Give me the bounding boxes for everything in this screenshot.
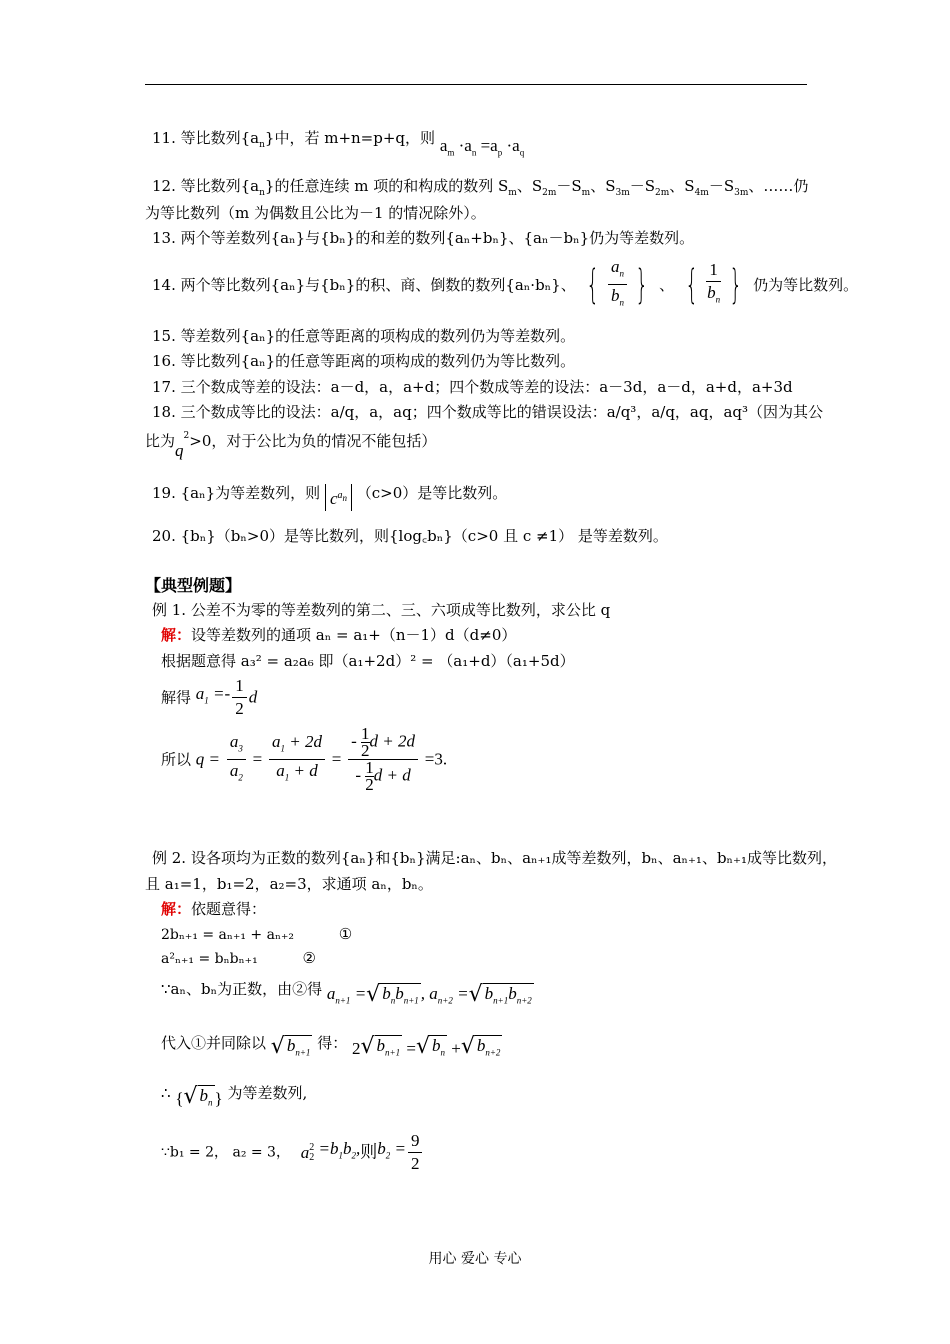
item-11: 11. 等比数列$\{a_n\}$中，若 m+n=p+q，则 $a_m \cdot a_n =a_p \cdot a_q$ bbox=[152, 129, 525, 158]
item-12-line2: 为等比数列（m 为偶数且公比为－1 的情况除外）。 bbox=[145, 204, 486, 222]
page-footer: 用心 爱心 专心 bbox=[428, 1251, 522, 1267]
example-2-step0: 解：依题意得： bbox=[161, 900, 267, 918]
example-2-step4: 代入①并同除以 √ $b_{n+1}$ 得： 2√ $b_{n+1}$ =√ $b_n$ +√ $b_{n+2}$ bbox=[161, 1034, 501, 1059]
example-1-step1: 解：设等差数列的通项 aₙ = a₁+（n－1）d（d≠0） bbox=[161, 626, 517, 644]
example-2-step3: ∵aₙ、bₙ为正数，由②得 $a_{n+1}$ =√ $b_nb_{n+1}$ , $a_{n+2}$ =√ $b_{n+1}b_{n+2}$ bbox=[161, 980, 532, 1007]
example-2-eq2: a²ₙ₊₁ = bₙbₙ₊₁ ② bbox=[161, 949, 316, 967]
example-1-step3: 解得 $a_1$ =- $\frac{1}{2}$ d bbox=[161, 676, 258, 718]
example-2-eq1: 2bₙ₊₁ = aₙ₊₁ + aₙ₊₂ ① bbox=[161, 925, 353, 943]
item-20: 20. {bₙ}（bₙ>0）是等比数列，则{log꜀bₙ}（c>0 且 c ≠1） 是等差数列。 bbox=[152, 527, 668, 545]
item-16: 16. 等比数列{aₙ}的任意等距离的项构成的数列仍为等比数列。 bbox=[152, 352, 576, 370]
item-15: 15. 等差数列{aₙ}的任意等距离的项构成的数列仍为等差数列。 bbox=[152, 327, 576, 345]
example-1-step4: 所以 q = $\frac{a_3}{a_2}$ = $\frac{a_1 + 2d}{a_1 + d}$ = - $\frac{1}{2}$ d + 2d - $\frac{1}{2}$ d + d =3. bbox=[161, 724, 448, 794]
fraction-an-over-bn: $\frac{a_n}{b_n}$ bbox=[608, 256, 627, 314]
item-19: 19. {aₙ}为等差数列，则 $c^{a_n}$ （c>0）是等比数列。 bbox=[152, 478, 507, 505]
item-14: 14. 两个等比数列{aₙ}与{bₙ}的积、商、倒数的数列{aₙ·bₙ}、 { $\frac{a_n}{b_n}$ } 、 { $\frac{1}{b_n}$ } 仍为等比数列。 bbox=[152, 256, 858, 314]
formula-11: $a_m \cdot a_n =a_p \cdot a_q$ bbox=[439, 136, 525, 158]
item-13: 13. 两个等差数列{aₙ}与{bₙ}的和差的数列{aₙ+bₙ}、{aₙ－bₙ}仍为等差数列。 bbox=[152, 229, 695, 247]
header-rule bbox=[145, 84, 807, 85]
formula-c-an: $c^{a_n}$ bbox=[325, 484, 352, 511]
example-2-step5: ∴ {√ $b_n$ } 为等差数列, bbox=[161, 1084, 308, 1109]
example-2-step6: ∵b₁ = 2， a₂ = 3， a 2 2 $=b_1b_2$,则$b_2$ = $\frac{9}{2}$ bbox=[161, 1130, 424, 1175]
item-18-line1: 18. 三个数成等比的设法：a/q，a，aq；四个数成等比的错误设法：a/q³，a/q，aq，aq³（因为其公 bbox=[152, 403, 824, 421]
fraction-1-over-bn: $\frac{1}{b_n}$ bbox=[707, 260, 721, 305]
example-1-question: 例 1. 公差不为零的等差数列的第二、三、六项成等比数列，求公比 q bbox=[152, 601, 611, 619]
item-17: 17. 三个数成等差的设法：a－d，a，a+d；四个数成等差的设法：a－3d，a－d，a+d，a+3d bbox=[152, 378, 793, 396]
section-heading: 【典型例题】 bbox=[145, 576, 242, 595]
example-2-question-line2: 且 a₁=1，b₁=2，a₂=3，求通项 aₙ，bₙ。 bbox=[145, 875, 433, 893]
item-18-line2: 比为$q^2>0$，对于公比为负的情况不能包括） bbox=[145, 431, 437, 460]
item-12-line1: 12. 等比数列$\{a_n\}$的任意连续 m 项的和构成的数列 $S_m$、$S_{2m}-S_m$、$S_{3m}-S_{2m}$、$S_{4m}-S_{3m}$、……仍 bbox=[152, 177, 809, 198]
example-1-step2: 根据题意得 a₃² = a₂a₆ 即（a₁+2d）² = （a₁+d）（a₁+5d） bbox=[161, 652, 575, 670]
example-2-question-line1: 例 2. 设各项均为正数的数列{aₙ}和{bₙ}满足:aₙ、bₙ、aₙ₊₁成等差数列，bₙ、aₙ₊₁、bₙ₊₁成等比数列， bbox=[152, 849, 837, 867]
